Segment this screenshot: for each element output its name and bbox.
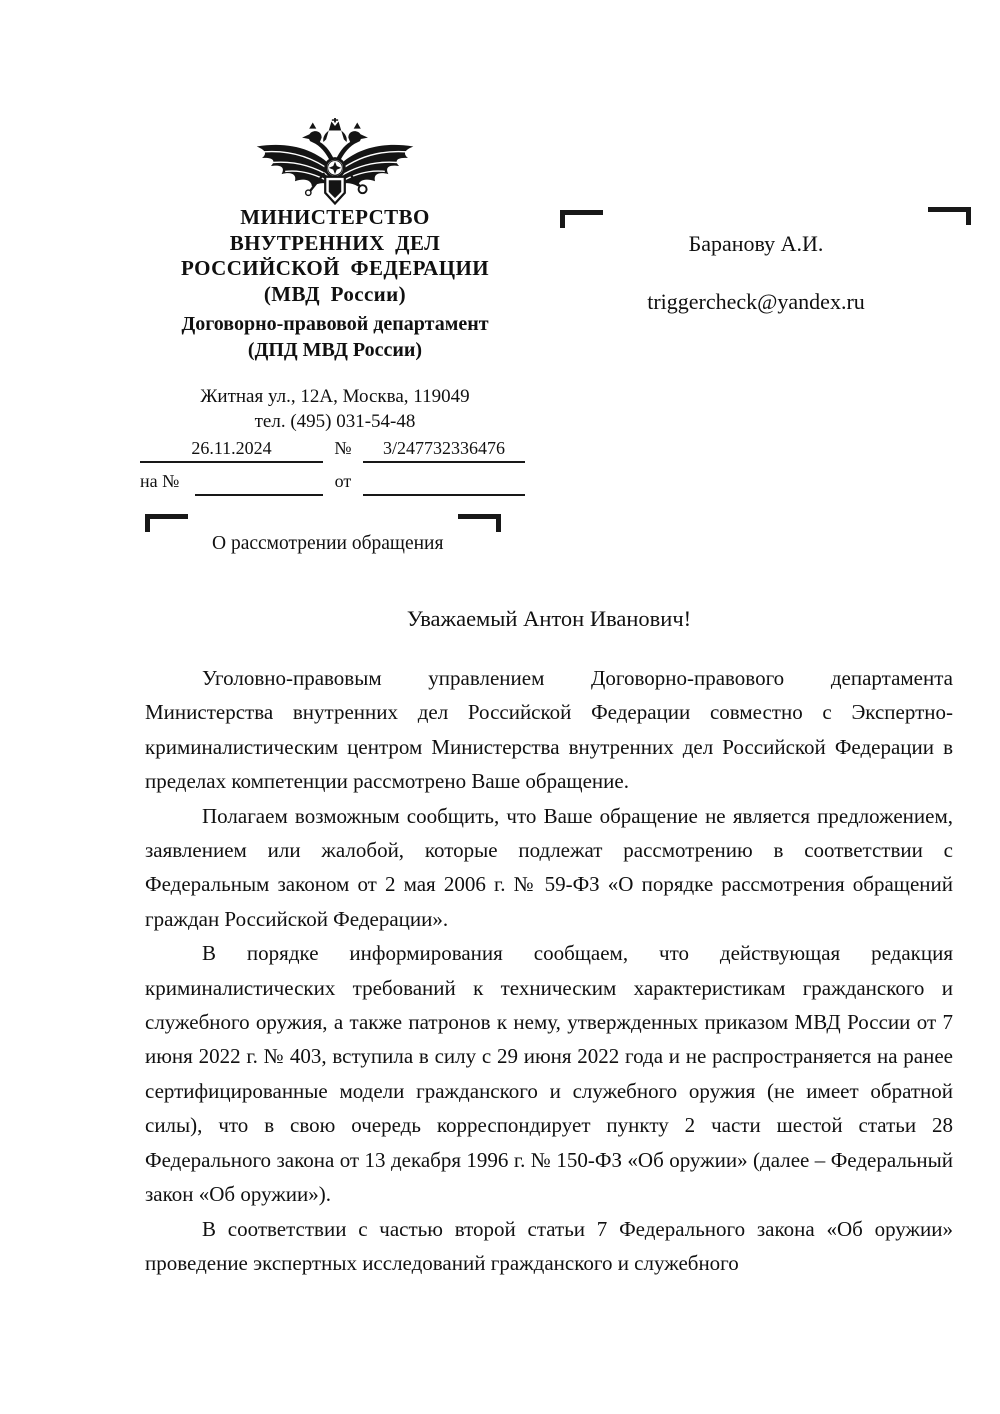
body-paragraph: Уголовно-правовым управлением Договорно-правового департамента Министерства внутренних дел Российской Федерации совместно с Экспертно-криминалистическим центром Министерства внутренних дел Российской Федерации в пределах компетенции рассмотрено Ваше обращение. bbox=[145, 666, 953, 794]
reference-block bbox=[140, 438, 525, 496]
reply-number-blank bbox=[195, 470, 323, 496]
org-name-block bbox=[118, 205, 552, 307]
department-block bbox=[118, 311, 552, 363]
address-block bbox=[140, 384, 530, 434]
mvd-emblem-icon bbox=[140, 118, 530, 212]
corner-mark-subject-left bbox=[145, 514, 188, 532]
org-name-line: РОССИЙСКОЙ ФЕДЕРАЦИИ bbox=[181, 256, 489, 280]
letter-body bbox=[145, 661, 953, 1280]
org-name-line: МИНИСТЕРСТВО bbox=[240, 205, 430, 229]
body-paragraph: В порядке информирования сообщаем, что действующая редакция криминалистических требований к техническим характеристикам гражданского и служебного оружия, а также патронов к нему, утвержденных приказом МВД России от 7 июня 2022 г. № 403, вступила в силу с 29 июня 2022 года и не распространяется на ранее сертифицированные модели гражданского и служебного оружия (не имеет обратной силы), что в свою очередь корреспондирует пункту 2 части шестой статьи 28 Федерального закона от 13 декабря 1996 г. № 150-ФЗ «Об оружии» (далее – Федеральный закон «Об оружии»). bbox=[145, 941, 953, 1207]
org-name-line: ВНУТРЕННИХ ДЕЛ bbox=[229, 230, 441, 255]
phone-line: тел. (495) 031-54-48 bbox=[254, 411, 416, 432]
corner-mark-subject-right bbox=[458, 514, 501, 532]
salutation: Уважаемый Антон Иванович! bbox=[406, 606, 692, 631]
reply-to-label: на № bbox=[140, 471, 180, 491]
corner-mark-recipient-right bbox=[928, 207, 971, 225]
body-paragraph: В соответствии с частью второй статьи 7 Федерального закона «Об оружии» проведение экспертных исследований гражданского и служебного bbox=[145, 1216, 953, 1275]
org-name-line: (МВД России) bbox=[263, 281, 407, 306]
reply-from-label: от bbox=[334, 471, 352, 491]
number-sign-label: № bbox=[334, 438, 352, 458]
corner-mark-recipient-left bbox=[560, 210, 603, 228]
department-line: (ДПД МВД России) bbox=[247, 339, 423, 361]
recipient-email: triggercheck@yandex.ru bbox=[647, 289, 865, 314]
outgoing-date: 26.11.2024 bbox=[140, 438, 323, 463]
reply-date-blank bbox=[363, 470, 525, 496]
subject-line: О рассмотрении обращения bbox=[212, 533, 444, 554]
recipient-name: Баранову А.И. bbox=[688, 231, 824, 256]
department-line: Договорно-правовой департамент bbox=[181, 313, 489, 335]
body-paragraph: Полагаем возможным сообщить, что Ваше обращение не является предложением, заявлением или жалобой, которые подлежат рассмотрению в соответствии с Федеральным законом от 2 мая 2006 г. № 59-ФЗ «О порядке рассмотрения обращений граждан Российской Федерации». bbox=[145, 803, 953, 931]
outgoing-number: 3/247732336476 bbox=[363, 438, 525, 463]
address-line: Житная ул., 12А, Москва, 119049 bbox=[200, 386, 470, 407]
